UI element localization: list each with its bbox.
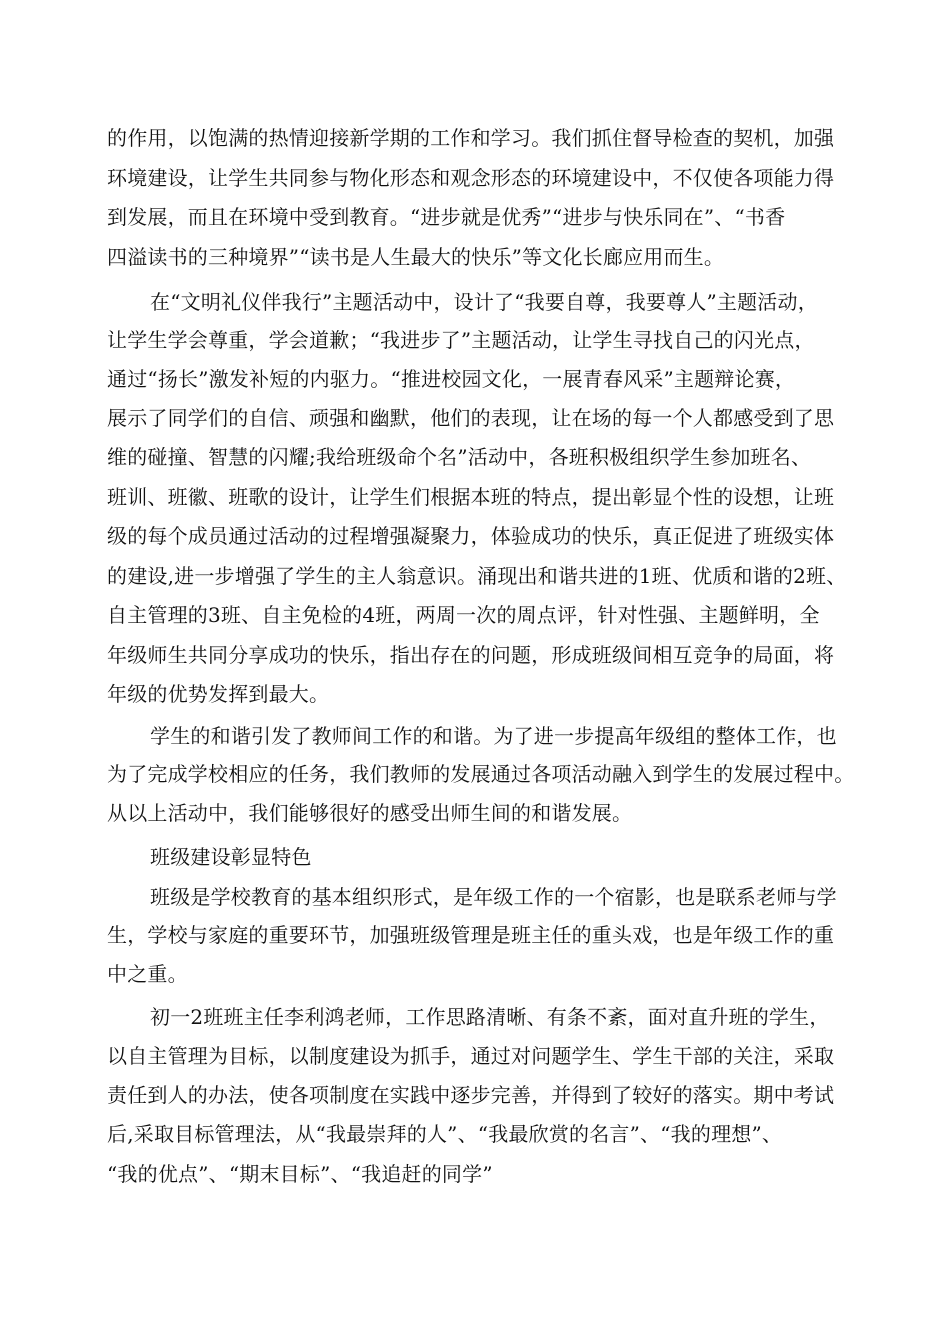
text-line: “我的优点”、“期末目标”、“我追赶的同学” (107, 1162, 493, 1186)
text-line: 让学生学会尊重，学会道歉；“我进步了”主题活动，让学生寻找自己的闪光点， (107, 328, 815, 352)
text-line: 后,采取目标管理法，从“我最崇拜的人”、“我最欣赏的名言”、“我的理想”、 (107, 1122, 783, 1146)
text-line: 班级是学校教育的基本组织形式，是年级工作的一个宿影，也是联系老师与学 (150, 885, 837, 909)
text-line: 维的碰撞、智慧的闪耀;我给班级命个名”活动中，各班积极组织学生参加班名、 (107, 445, 812, 469)
text-line: 初一2班班主任李利鸿老师，工作思路清晰、有条不紊，面对直升班的学生， (150, 1005, 830, 1029)
text-line: 学生的和谐引发了教师间工作的和谐。为了进一步提高年级组的整体工作，也 (150, 724, 837, 748)
text-line: 从以上活动中，我们能够很好的感受出师生间的和谐发展。 (107, 801, 633, 825)
text-line: 通过“扬长”激发补短的内驱力。“推进校园文化，一展青春风采”主题辩论赛， (107, 367, 796, 391)
text-line: 年级的优势发挥到最大。 (107, 682, 330, 706)
text-line: 展示了同学们的自信、顽强和幽默，他们的表现，让在场的每一个人都感受到了思 (107, 406, 835, 430)
text-line: 的建设,进一步增强了学生的主人翁意识。涌现出和谐共进的1班、优质和谐的2班、 (107, 564, 847, 588)
text-line: 以自主管理为目标，以制度建设为抓手，通过对问题学生、学生干部的关注，采取 (107, 1044, 835, 1068)
text-line: 的作用，以饱满的热情迎接新学期的工作和学习。我们抓住督导检查的契机，加强 (107, 126, 835, 150)
text-line: 四溢读书的三种境界”“读书是人生最大的快乐”等文化长廊应用而生。 (107, 245, 725, 269)
text-line: 中之重。 (107, 962, 188, 986)
text-line: 到发展，而且在环境中受到教育。“进步就是优秀”“进步与快乐同在”、“书香 (107, 205, 786, 229)
section-heading: 班级建设彰显特色 (150, 845, 312, 869)
text-line: 级的每个成员通过活动的过程增强凝聚力，体验成功的快乐，真正促进了班级实体 (107, 524, 835, 548)
text-line: 责任到人的办法，使各项制度在实践中逐步完善，并得到了较好的落实。期中考试 (107, 1083, 835, 1107)
text-line: 班训、班徽、班歌的设计，让学生们根据本班的特点，提出彰显个性的设想，让班 (107, 485, 835, 509)
text-line: 在“文明礼仪伴我行”主题活动中，设计了“我要自尊，我要尊人”主题活动， (150, 290, 818, 314)
text-line: 环境建设，让学生共同参与物化形态和观念形态的环境建设中，不仅使各项能力得 (107, 166, 835, 190)
text-line: 生，学校与家庭的重要环节，加强班级管理是班主任的重头戏，也是年级工作的重 (107, 923, 835, 947)
text-line: 年级师生共同分享成功的快乐，指出存在的问题，形成班级间相互竞争的局面，将 (107, 643, 835, 667)
text-line: 为了完成学校相应的任务，我们教师的发展通过各项活动融入到学生的发展过程中。 (107, 762, 855, 786)
text-line: 自主管理的3班、自主免检的4班，两周一次的周点评，针对性强、主题鲜明，全 (107, 603, 820, 627)
